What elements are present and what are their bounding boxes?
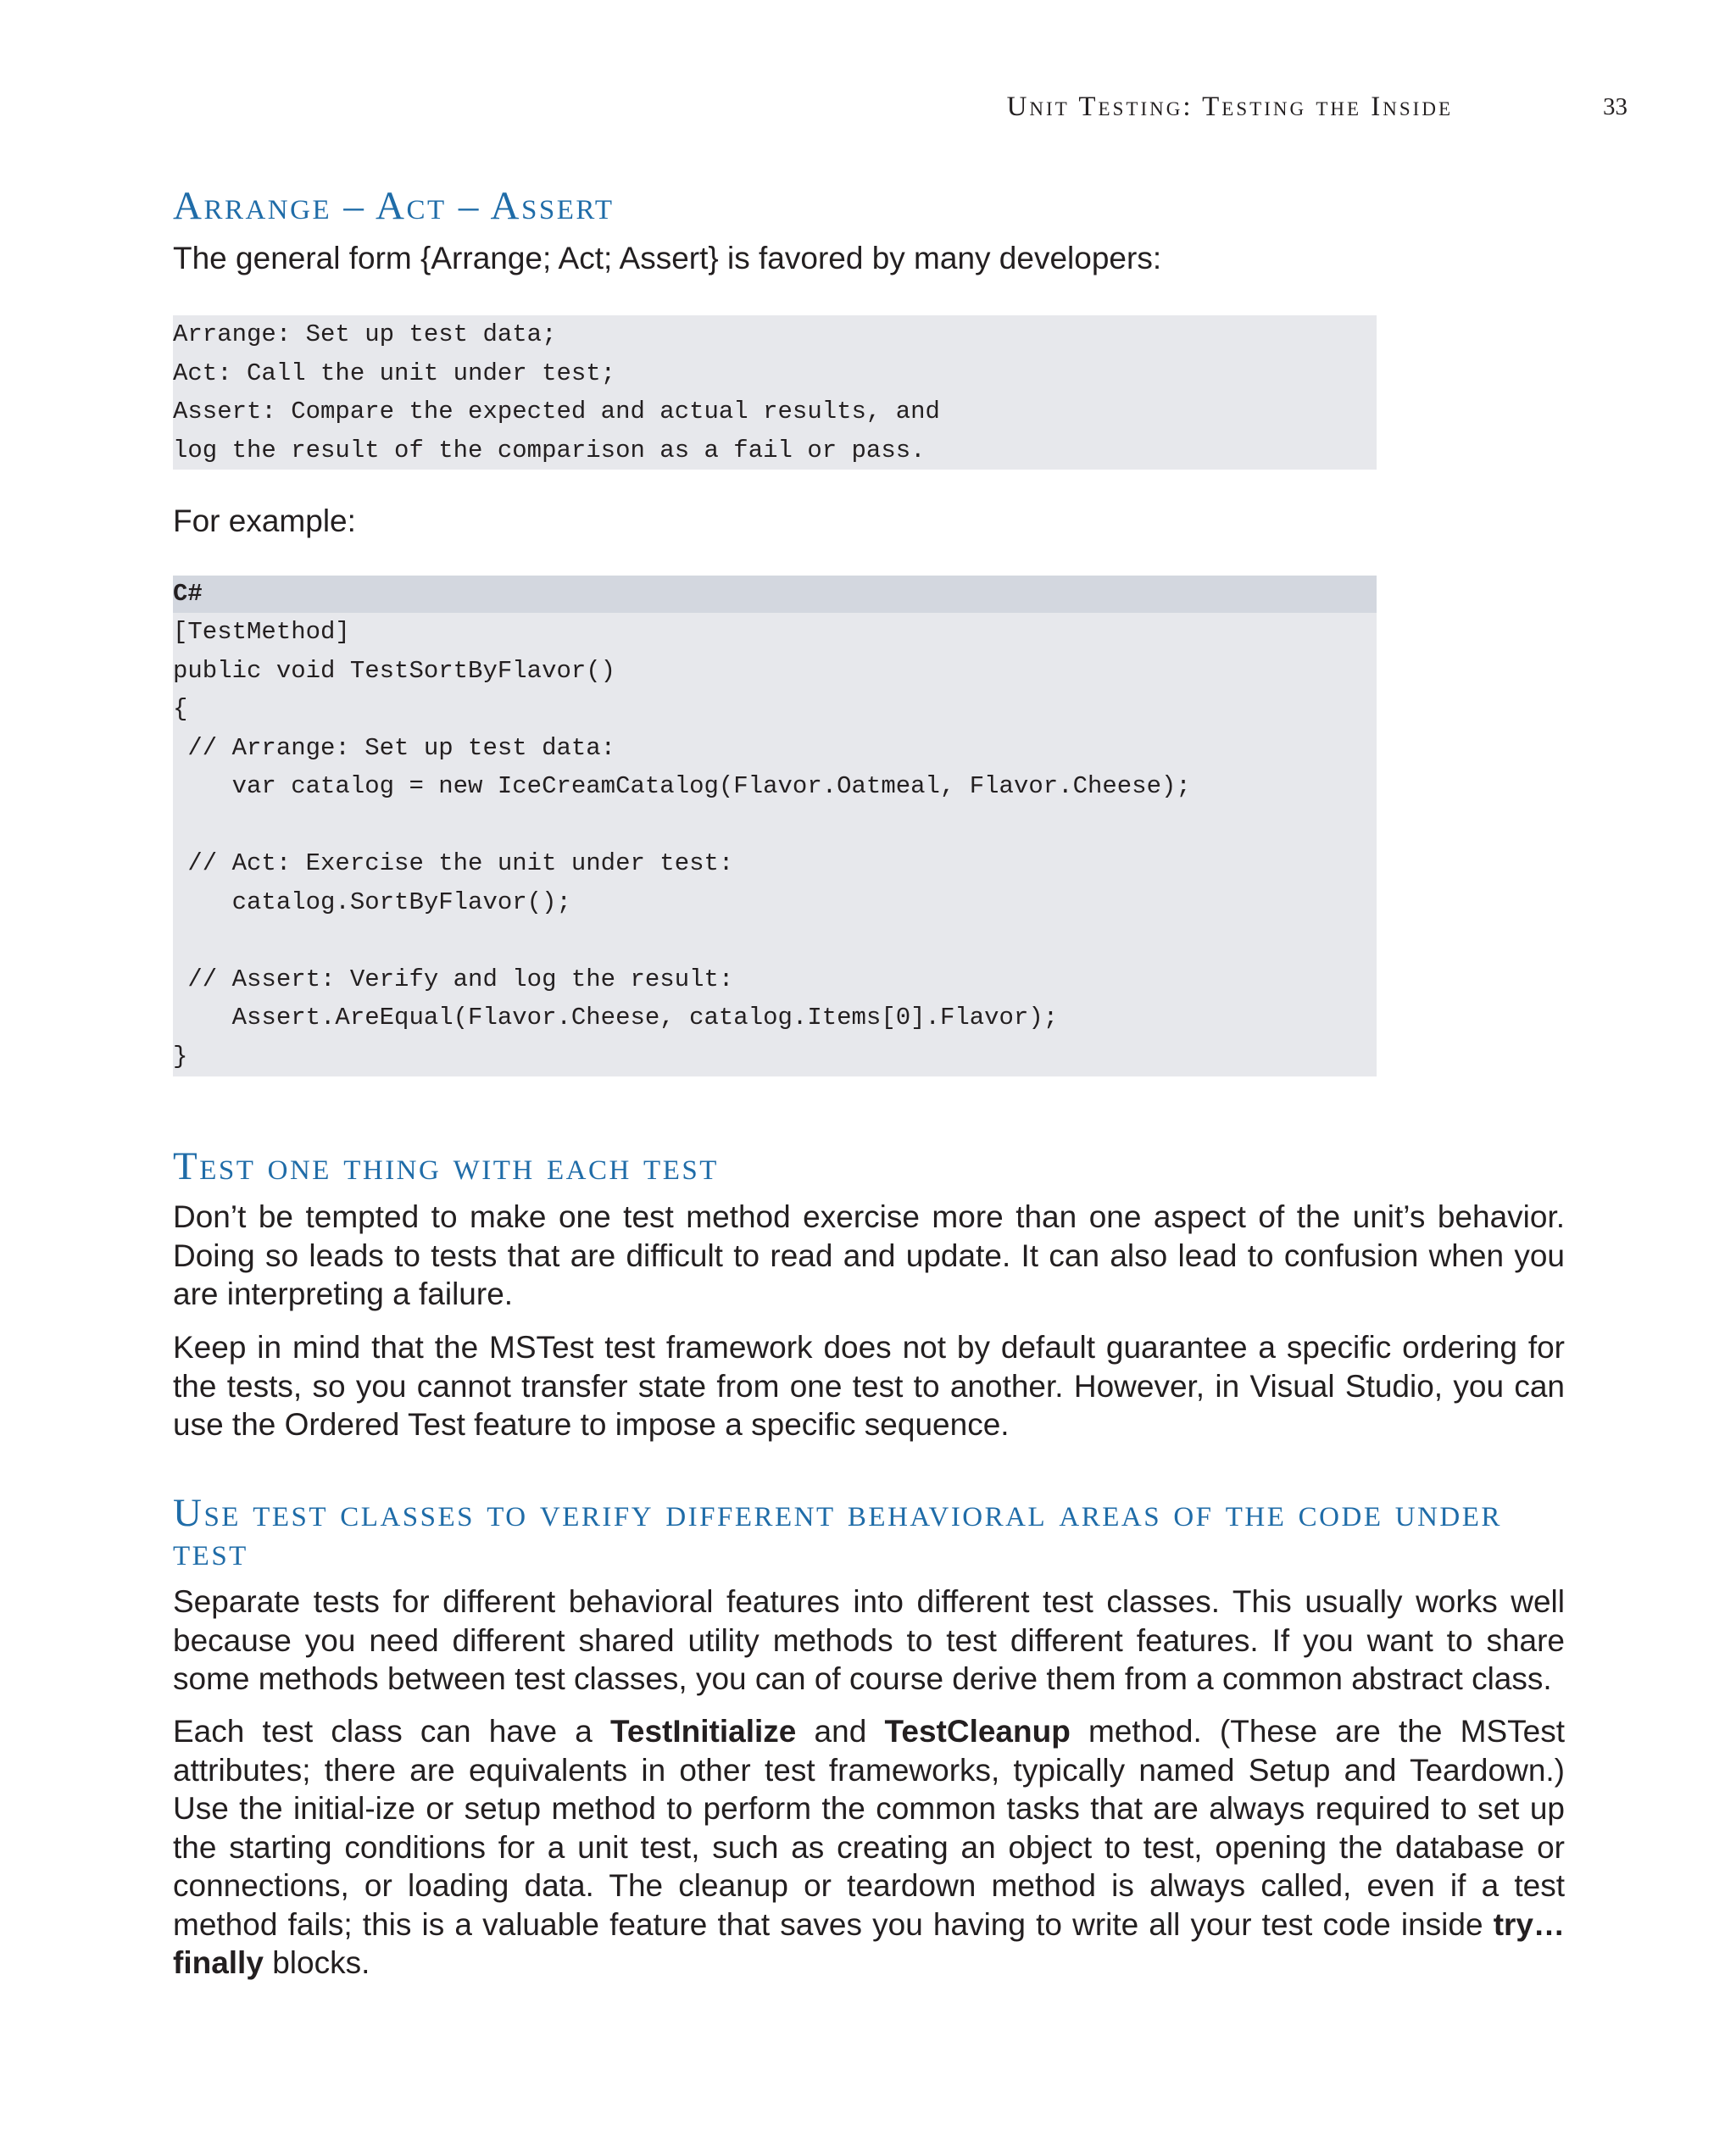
page-number: 33: [1603, 93, 1628, 120]
code-line: var catalog = new IceCreamCatalog(Flavor.Oatmeal, Flavor.Cheese);: [173, 772, 1191, 800]
code-line: Assert.AreEqual(Flavor.Cheese, catalog.Items[0].Flavor);: [173, 1004, 1059, 1032]
code-line: // Arrange: Set up test data:: [173, 733, 616, 762]
code-line: {: [173, 695, 188, 723]
code-line: // Assert: Verify and log the result:: [173, 965, 734, 993]
paragraph-test-one-thing-1: Don’t be tempted to make one test method exercise more than one aspect of the unit’s behavior. Doing so leads to tests that are difficult to read and update. It can also lead to confusion when you are interpreting a failure.: [173, 1199, 1565, 1311]
code-line: Act: Call the unit under test;: [173, 359, 616, 387]
code-line: // Act: Exercise the unit under test:: [173, 849, 734, 877]
term-testcleanup: TestCleanup: [884, 1714, 1071, 1749]
paragraph-test-classes-2: [173, 1712, 1565, 1983]
code-line: catalog.SortByFlavor();: [173, 887, 571, 916]
code-language-label: C#: [173, 576, 1377, 613]
code-line: Assert: Compare the expected and actual results, and: [173, 398, 940, 426]
term-testinitialize: TestInitialize: [610, 1714, 797, 1749]
code-line: Arrange: Set up test data;: [173, 320, 557, 348]
code-line: [173, 806, 1377, 845]
code-line: [TestMethod]: [173, 618, 350, 646]
running-title: Unit Testing: Testing the Inside: [1006, 92, 1453, 122]
running-header: [0, 92, 1736, 125]
code-line: [173, 921, 1377, 960]
paragraph-test-classes-1: Separate tests for different behavioral features into different test classes. This usually works well because you need different shared utility methods to test different features. If you want to share some methods between test classes, you can of course derive them from a common abstract class.: [173, 1584, 1565, 1696]
text-span: blocks.: [263, 1945, 370, 1980]
section-heading-use-test-classes: Use test classes to verify different behavioral areas of the code under test: [173, 1491, 1502, 1574]
code-line: }: [173, 1042, 188, 1071]
code-line: log the result of the comparison as a fail or pass.: [173, 436, 926, 464]
paragraph-intro: The general form {Arrange; Act; Assert} is favored by many developers:: [173, 241, 1162, 275]
section-heading-arrange-act-assert: Arrange – Act – Assert: [173, 184, 615, 228]
section-heading-test-one-thing: Test one thing with each test: [173, 1144, 719, 1188]
paragraph-for-example: For example:: [173, 503, 356, 538]
text-span: and: [796, 1714, 885, 1749]
code-block-pseudocode: [173, 315, 1377, 470]
code-line: public void TestSortByFlavor(): [173, 656, 616, 685]
paragraph-test-one-thing-2: Keep in mind that the MSTest test framework does not by default guarantee a specific ordering for the tests, so you cannot transfer state from one test to another. However, in Visual Studio, you can use the Ordered Test feature to impose a specific sequence.: [173, 1330, 1565, 1442]
term-try-finally: try…finally: [173, 1906, 1565, 1980]
text-span: method. (These are the MSTest attributes; there are equivalents in other test frameworks, typically named Setup and Teardown.) Use the initial-ize or setup method to perform the common tasks that are always required to set up the starting conditions for a unit test, such as creating an object to test, opening the database or connections, or loading data. The cleanup or teardown method is always called, even if a test method fails; this is a valuable feature that saves you having to write all your test code inside: [173, 1714, 1566, 1942]
text-span: Each test class can have a: [173, 1714, 611, 1749]
code-block-csharp: [173, 576, 1377, 1076]
